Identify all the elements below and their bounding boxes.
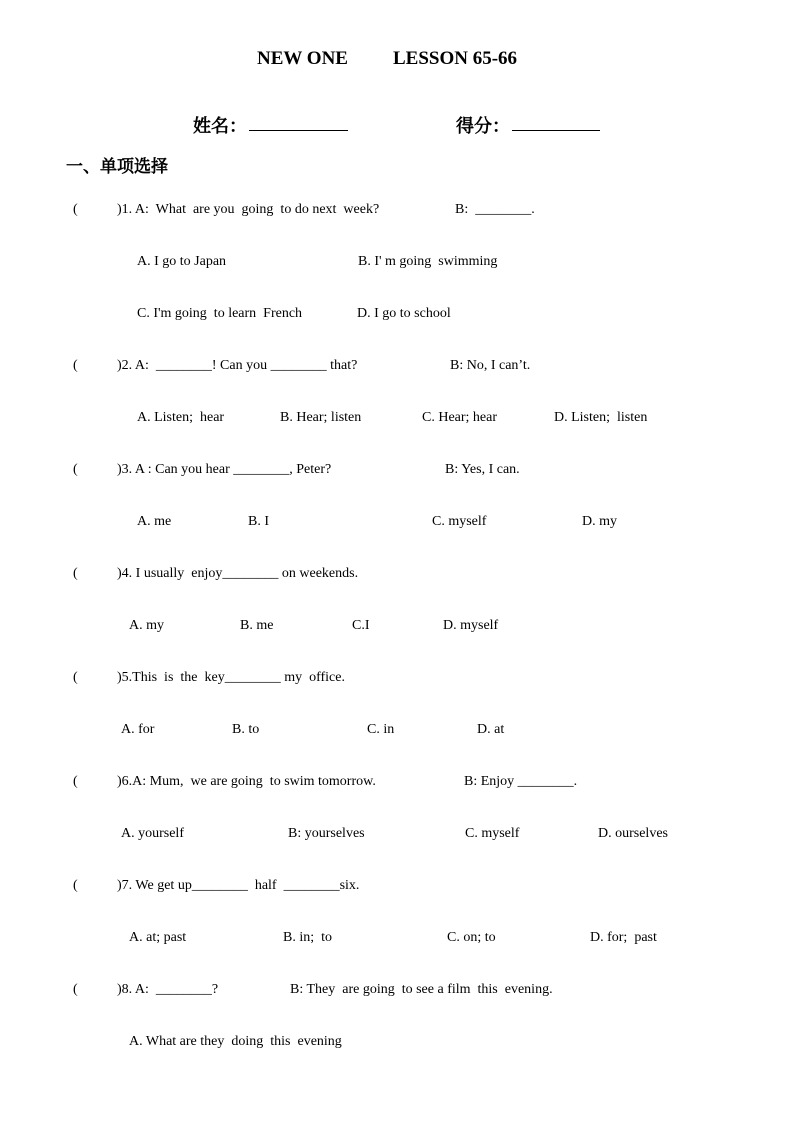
q3-option-c[interactable]: C. myself xyxy=(432,514,487,529)
q8-paren: ( xyxy=(73,982,78,997)
q2-option-c[interactable]: C. Hear; hear xyxy=(422,410,498,425)
q8-stem: )8. A: ________? xyxy=(117,982,219,997)
q4-stem: )4. I usually enjoy________ on weekends. xyxy=(117,566,359,581)
q7-option-c[interactable]: C. on; to xyxy=(447,930,496,945)
title-left: NEW ONE xyxy=(257,48,348,69)
q6-option-b[interactable]: B: yourselves xyxy=(288,826,365,841)
q3-stem: )3. A : Can you hear ________, Peter? xyxy=(117,462,332,477)
q3-option-d[interactable]: D. my xyxy=(582,514,617,529)
q3-paren: ( xyxy=(73,462,78,477)
q6-option-d[interactable]: D. ourselves xyxy=(598,826,668,841)
q6-stem: )6.A: Mum, we are going to swim tomorrow. xyxy=(117,774,376,789)
q5-option-c[interactable]: C. in xyxy=(367,722,395,737)
q4-option-a[interactable]: A. my xyxy=(129,618,164,633)
q8-reply: B: They are going to see a film this evening. xyxy=(290,982,553,997)
q1-option-b[interactable]: B. I' m going swimming xyxy=(358,254,498,269)
q2-reply: B: No, I can’t. xyxy=(450,358,531,373)
q4-option-c[interactable]: C.I xyxy=(352,618,370,633)
name-blank[interactable] xyxy=(249,130,348,131)
q2-stem: )2. A: ________! Can you ________ that? xyxy=(117,358,358,373)
q7-paren: ( xyxy=(73,878,78,893)
q2-paren: ( xyxy=(73,358,78,373)
q1-option-a[interactable]: A. I go to Japan xyxy=(137,254,227,269)
q5-option-b[interactable]: B. to xyxy=(232,722,260,737)
q7-option-d[interactable]: D. for; past xyxy=(590,930,657,945)
q6-option-c[interactable]: C. myself xyxy=(465,826,520,841)
q7-stem: )7. We get up________ half ________six. xyxy=(117,878,360,893)
score-label: 得分： xyxy=(456,116,510,136)
q6-reply: B: Enjoy ________. xyxy=(464,774,578,789)
q1-stem: )1. A: What are you going to do next week? xyxy=(117,202,380,217)
q4-option-d[interactable]: D. myself xyxy=(443,618,499,633)
q1-paren: ( xyxy=(73,202,78,217)
q5-option-a[interactable]: A. for xyxy=(121,722,155,737)
q2-option-b[interactable]: B. Hear; listen xyxy=(280,410,362,425)
score-blank[interactable] xyxy=(512,130,600,131)
q5-stem: )5.This is the key________ my office. xyxy=(117,670,345,685)
q1-reply: B: ________. xyxy=(455,202,535,217)
q4-paren: ( xyxy=(73,566,78,581)
q8-option-a[interactable]: A. What are they doing this evening xyxy=(129,1034,342,1049)
title-right: LESSON 65-66 xyxy=(393,48,518,69)
q1-option-d[interactable]: D. I go to school xyxy=(357,306,451,321)
q4-option-b[interactable]: B. me xyxy=(240,618,274,633)
q1-option-c[interactable]: C. I'm going to learn French xyxy=(137,306,303,321)
q7-option-b[interactable]: B. in; to xyxy=(283,930,333,945)
q6-paren: ( xyxy=(73,774,78,789)
q2-option-d[interactable]: D. Listen; listen xyxy=(554,410,648,425)
q5-paren: ( xyxy=(73,670,78,685)
q2-option-a[interactable]: A. Listen; hear xyxy=(137,410,225,425)
q3-reply: B: Yes, I can. xyxy=(445,462,520,477)
q5-option-d[interactable]: D. at xyxy=(477,722,505,737)
section-title: 一、单项选择 xyxy=(66,157,168,176)
name-label: 姓名： xyxy=(193,116,247,136)
q3-option-a[interactable]: A. me xyxy=(137,514,172,529)
q7-option-a[interactable]: A. at; past xyxy=(129,930,187,945)
q6-option-a[interactable]: A. yourself xyxy=(121,826,184,841)
q3-option-b[interactable]: B. I xyxy=(248,514,269,529)
